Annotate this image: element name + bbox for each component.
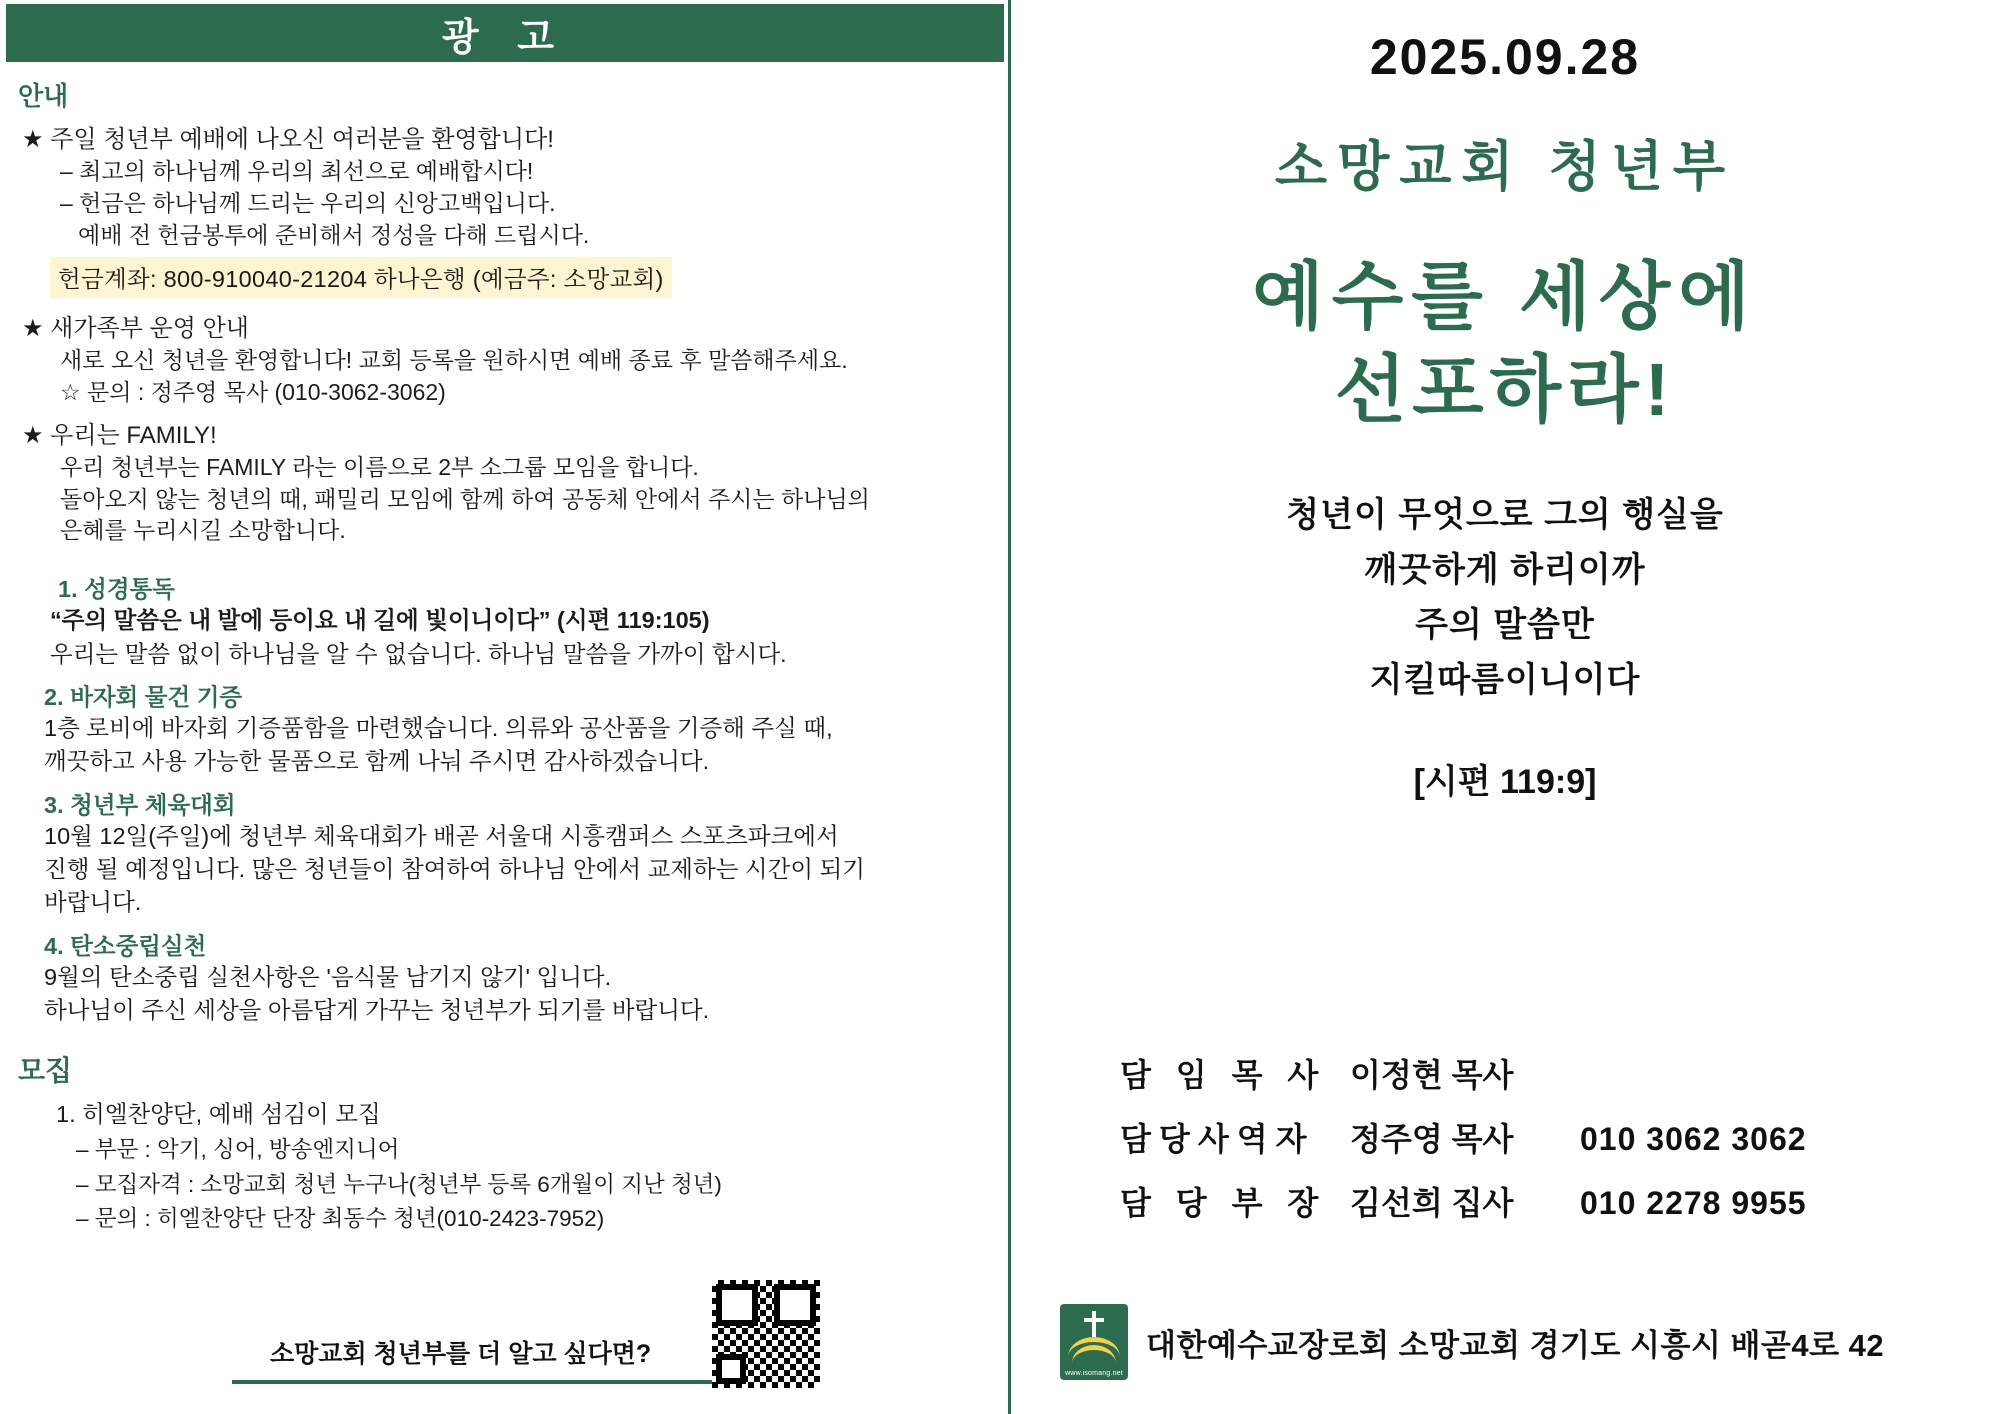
staff-row	[1120, 1178, 1940, 1224]
church-address: 대한예수교장로회 소망교회 경기도 시흥시 배곧4로 42	[1146, 1327, 1885, 1363]
footer	[1060, 1304, 1884, 1380]
qr-finder-icon	[716, 1354, 746, 1384]
qr-code-icon[interactable]	[712, 1280, 820, 1388]
item-line: 바랍니다.	[44, 889, 142, 916]
verse-line: 지킬따름이니이다	[1369, 661, 1641, 700]
cover-panel	[1010, 0, 2000, 1414]
notice-line: ★ 새가족부 운영 안내	[22, 315, 249, 343]
recruit-block	[0, 1097, 1010, 1237]
learn-more-underline	[232, 1380, 762, 1384]
item-line: 1층 로비에 바자회 기증품함을 마련했습니다. 의류와 공산품을 기증해 주실 때,	[44, 714, 833, 741]
staff-row	[1120, 1050, 1940, 1096]
staff-name: 김선희 집사	[1350, 1185, 1514, 1221]
theme-title-line1: 예수를 세상에	[1252, 255, 1758, 338]
notice-line: 우리 청년부는 FAMILY 라는 이름으로 2부 소그룹 모임을 합니다.	[60, 454, 699, 480]
notice-line: ★ 우리는 FAMILY!	[22, 421, 217, 449]
recruit-line: 1. 히엘찬양단, 예배 섬김이 모집	[56, 1101, 381, 1128]
cross-icon	[1084, 1318, 1104, 1322]
item-line: 하나님이 주신 세상을 아름답게 가꾸는 청년부가 되기를 바랍니다.	[44, 997, 710, 1024]
logo-url-label: www.isomang.net	[1065, 1370, 1123, 1377]
recruit-line: – 문의 : 히엘찬양단 단장 최동수 청년(010-2423-7952)	[76, 1206, 605, 1232]
item-line: “주의 말씀은 내 발에 등이요 내 길에 빛이니이다” (시편 119:105)	[50, 607, 710, 634]
item-heading: 3. 청년부 체육대회	[44, 791, 236, 818]
notice-block-1	[0, 123, 1010, 302]
staff-name: 정주영 목사	[1350, 1121, 1514, 1157]
staff-phone: 010 2278 9955	[1580, 1185, 1807, 1221]
item-line: 우리는 말씀 없이 하나님을 알 수 없습니다. 하나님 말씀을 가까이 합시다.	[50, 640, 787, 667]
recruit-line: – 부문 : 악기, 싱어, 방송엔지니어	[76, 1136, 400, 1162]
learn-more-label: 소망교회 청년부를 더 알고 싶다면?	[270, 1340, 652, 1368]
notice-line: ★ 주일 청년부 예배에 나오신 여러분을 환영합니다!	[22, 126, 554, 153]
notice-line: 돌아오지 않는 청년의 때, 패밀리 모임에 함께 하여 공동체 안에서 주시는 하나님의	[60, 485, 870, 512]
recruit-heading: 모집	[18, 1055, 73, 1087]
item-heading: 2. 바자회 물건 기증	[44, 683, 243, 710]
church-group-name: 소망교회 청년부	[1274, 137, 1736, 197]
verse-line: 주의 말씀만	[1415, 606, 1595, 645]
verse-line: 깨끗하게 하리이까	[1364, 551, 1646, 590]
notice-line: 예배 전 헌금봉투에 준비해서 정성을 다해 드립시다.	[78, 221, 590, 248]
church-logo-icon	[1060, 1304, 1128, 1380]
recruit-line: – 모집자격 : 소망교회 청년 누구나(청년부 등록 6개월이 지난 청년)	[76, 1171, 722, 1197]
announcements-banner: 광 고	[6, 4, 1004, 62]
item-line: 9월의 탄소중립 실천사항은 '음식물 남기지 않기' 입니다.	[44, 963, 612, 990]
verse-reference: [시편 119:9]	[1413, 763, 1597, 802]
offering-account-highlight: 헌금계좌: 800-910040-21204 하나은행 (예금주: 소망교회)	[50, 257, 672, 298]
staff-phone: 010 3062 3062	[1580, 1121, 1807, 1157]
item-line: 깨끗하고 사용 가능한 물품으로 함께 나눠 주시면 감사하겠습니다.	[44, 748, 710, 775]
verse-text	[1040, 488, 1970, 708]
service-date: 2025.09.28	[1369, 29, 1641, 85]
item-line: 10월 12일(주일)에 청년부 체육대회가 배곧 서울대 시흥캠퍼스 스포츠파크에서	[44, 822, 839, 849]
notice-line: 은혜를 누리시길 소망합니다.	[60, 517, 346, 544]
notice-line: 새로 오신 청년을 환영합니다! 교회 등록을 원하시면 예배 종료 후 말씀해주세요.	[60, 347, 848, 374]
verse-line: 청년이 무엇으로 그의 행실을	[1286, 496, 1724, 534]
staff-row	[1120, 1114, 1940, 1160]
notice-heading: 안내	[18, 81, 69, 111]
item-heading: 4. 탄소중립실천	[44, 932, 207, 959]
staff-role: 담 당 부 장	[1120, 1185, 1327, 1221]
staff-list	[1120, 1050, 1940, 1242]
notice-line: – 헌금은 하나님께 드리는 우리의 신앙고백입니다.	[60, 189, 556, 216]
item-heading: 1. 성경통독	[58, 576, 175, 603]
item-line: 진행 될 예정입니다. 많은 청년들이 참여하여 하나님 안에서 교제하는 시간이 되기	[44, 856, 865, 882]
staff-name: 이정현 목사	[1350, 1057, 1514, 1093]
theme-title-line2: 선포하라!	[1334, 347, 1676, 431]
numbered-items	[0, 570, 1010, 1027]
notice-block-2	[0, 312, 1010, 547]
cross-icon	[1092, 1311, 1096, 1337]
spacer	[0, 547, 1010, 563]
notice-line: – 최고의 하나님께 우리의 최선으로 예배합시다!	[60, 158, 534, 185]
notice-line: ☆ 문의 : 정주영 목사 (010-3062-3062)	[60, 379, 446, 406]
staff-role: 담 임 목 사	[1120, 1057, 1327, 1093]
staff-role: 담당사역자	[1120, 1121, 1315, 1157]
